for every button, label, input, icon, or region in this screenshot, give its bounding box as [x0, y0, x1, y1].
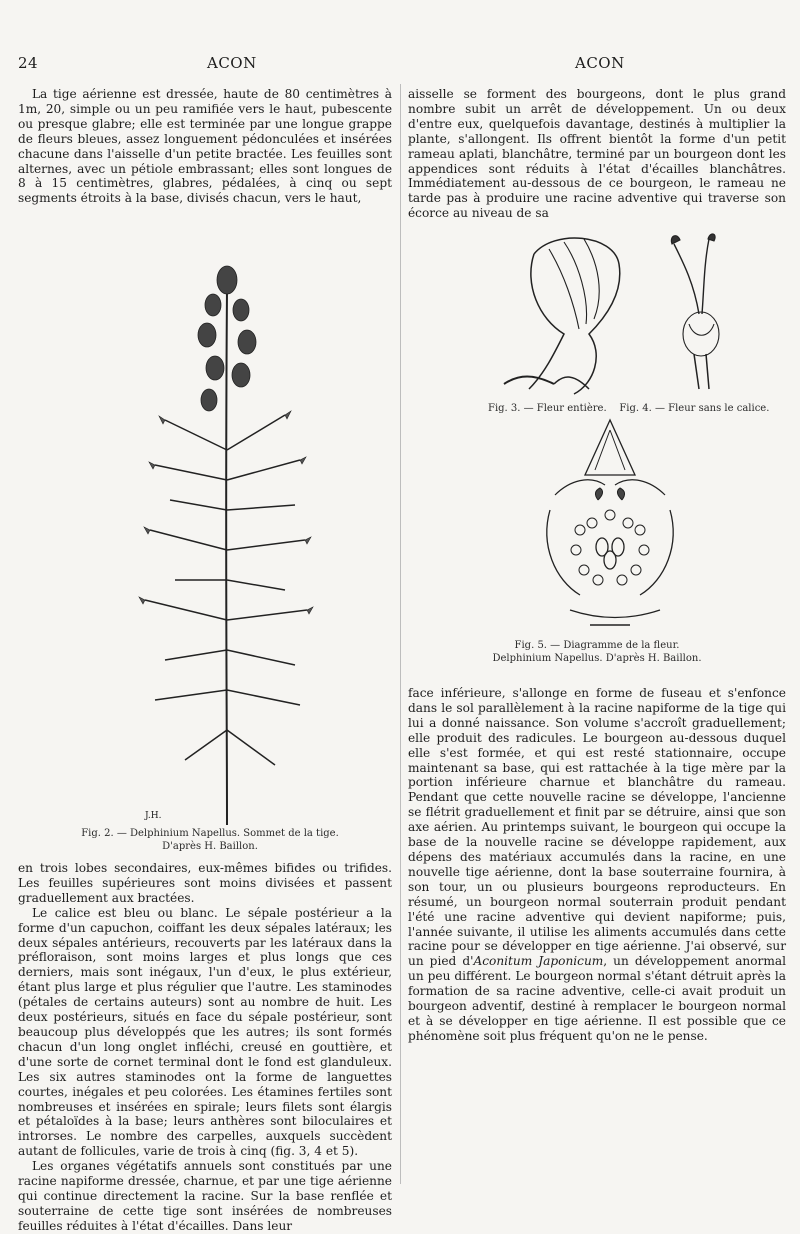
page-number: 24: [18, 54, 39, 72]
paragraph: La tige aérienne est dressée, haute de 80 centimètres à 1m, 20, simple ou un peu ramifiée vers le haut, pubescente ou presque glabre; elle est terminée par une longue grappe de fleurs bleues, assez longuement pédonculées et insérées chacune dans l'aisselle d'un petite bractée. Les feuilles sont alternes, avec un pétiole embrassant; elles sont longues de 8 à 15 centimètres, glabres, pédalées, à cinq ou sept segments étroits à la base, divisés chacun, vers le haut,: [18, 87, 392, 206]
paragraph: [408, 686, 786, 1044]
paragraph-text-end: , un développement anormal un peu différent. Le bourgeon normal s'étant détruit après la formation de sa racine adventive, celle-ci avait produit un bourgeon adventif, destiné à remplacer le bourgeon normal et à se développer en tige aérienne. Il est possible que ce phénomène soit plus fréquent qu'on ne le pense.: [408, 954, 786, 1043]
engraver-mark: J.H.: [145, 811, 162, 821]
figure-3-caption: Fig. 3. — Fleur entière.: [488, 403, 607, 414]
column-divider: [400, 84, 401, 1184]
figure-3-4-caption: [408, 403, 786, 416]
running-head-left: ACON: [207, 54, 257, 72]
paragraph: aisselle se forment des bourgeons, dont le plus grand nombre subit un arrêt de développement. Un ou deux d'entre eux, quelquefois davantage, destinés à multiplier la plante, s'allongent. Ils offrent bientôt la forme d'un petit rameau aplati, blanchâtre, terminé par un bourgeon dont les appendices sont réduits à l'état d'écailles blanchâtres. Immédiatement au-dessous de ce bourgeon, le rameau ne tarde pas à produire une racine adventive qui traverse son écorce au niveau de sa: [408, 87, 786, 221]
right-column-bottom: [408, 686, 786, 1044]
paragraph-text: face inférieure, s'allonge en forme de fuseau et s'enfonce dans le sol parallèlement à la racine napiforme de la tige qui lui a donné naissance. Son volume s'accroît graduellement; elle produit des radicules. Le bourgeon au-dessous duquel elle s'est formée, et qui est resté stationnaire, occupe maintenant sa base, qui est rattachée à la tige mère par la portion inférieure charnue et blanchâtre du rameau. Pendant que cette nouvelle racine se développe, l'ancienne se flétrit graduellement et finit par se détruire, ainsi que son axe aérien. Au printemps suivant, le bourgeon qui occupe la base de la nouvelle racine se développe rapidement, aux dépens des matériaux accumulés dans la racine, en une nouvelle tige aérienne, dont la base souterraine fournira, à son tour, un ou plusieurs bourgeons reproducteurs. En résumé, un bourgeon normal souterrain produit pendant l'été une racine adventive qui devient napiforme; puis, l'année suivante, il utilise les aliments accumulés dans cette racine pour se développer en tige aérienne. J'ai observé, sur un pied d': [408, 686, 786, 969]
species-name: Aconitum Japonicum: [473, 954, 604, 969]
figure-2-caption-line2: D'après H. Baillon.: [162, 840, 258, 852]
figure-5-caption-line1: Fig. 5. — Diagramme de la fleur.: [514, 640, 680, 651]
paragraph: en trois lobes secondaires, eux-mêmes bifides ou trifides. Les feuilles supérieures sont moins divisées et passent graduellement aux bractées.: [18, 861, 392, 905]
figure-4-caption: Fig. 4. — Fleur sans le calice.: [619, 403, 770, 414]
figure-3-4-illustration: [494, 224, 754, 402]
paragraph: Le calice est bleu ou blanc. Le sépale postérieur a la forme d'un capuchon, coiffant les deux sépales latéraux; les deux sépales antérieurs, recouverts par les latéraux dans la préfloraison, sont moins larges et plus longs que ces derniers, mais sont inégaux, l'un d'eux, le plus extérieur, étant plus large et plus régulier que l'autre. Les staminodes (pétales de certains auteurs) sont au nombre de huit. Les deux postérieurs, situés en face du sépale postérieur, sont beaucoup plus développés que les autres; ils sont formés chacun d'un long onglet infléchi, creusé en gouttière, et d'une sorte de cornet terminal dont le fond est glanduleux. Les six autres staminodes ont la forme de languettes courtes, inégales et peu colorées. Les étamines fertiles sont nombreuses et insérées en spirale; leurs filets sont élargis et pétaloïdes à la base; leurs anthères sont biloculaires et introrses. Le nombre des carpelles, auxquels succèdent autant de follicules, varie de trois à cinq (fig. 3, 4 et 5).: [18, 905, 392, 1159]
figure-5-caption-line2: Delphinium Napellus. D'après H. Baillon.: [492, 652, 702, 664]
right-column-top: [408, 87, 786, 221]
left-column-top: [18, 87, 392, 206]
figure-5-diagram: [510, 415, 710, 635]
paragraph: Les organes végétatifs annuels sont constitués par une racine napiforme dressée, charnue, et par une tige aérienne qui continue directement la racine. Sur la base renflée et souterraine de cette tige sont insérées de nombreuses feuilles réduites à l'état d'écailles. Dans leur: [18, 1159, 392, 1233]
running-head-right: ACON: [575, 54, 625, 72]
left-column-bottom: [18, 861, 392, 1234]
figure-2-illustration: [135, 250, 315, 825]
figure-5-caption: [408, 640, 786, 665]
figure-2-caption: [60, 828, 360, 853]
figure-2-caption-line1: Fig. 2. — Delphinium Napellus. Sommet de la tige.: [81, 828, 339, 839]
